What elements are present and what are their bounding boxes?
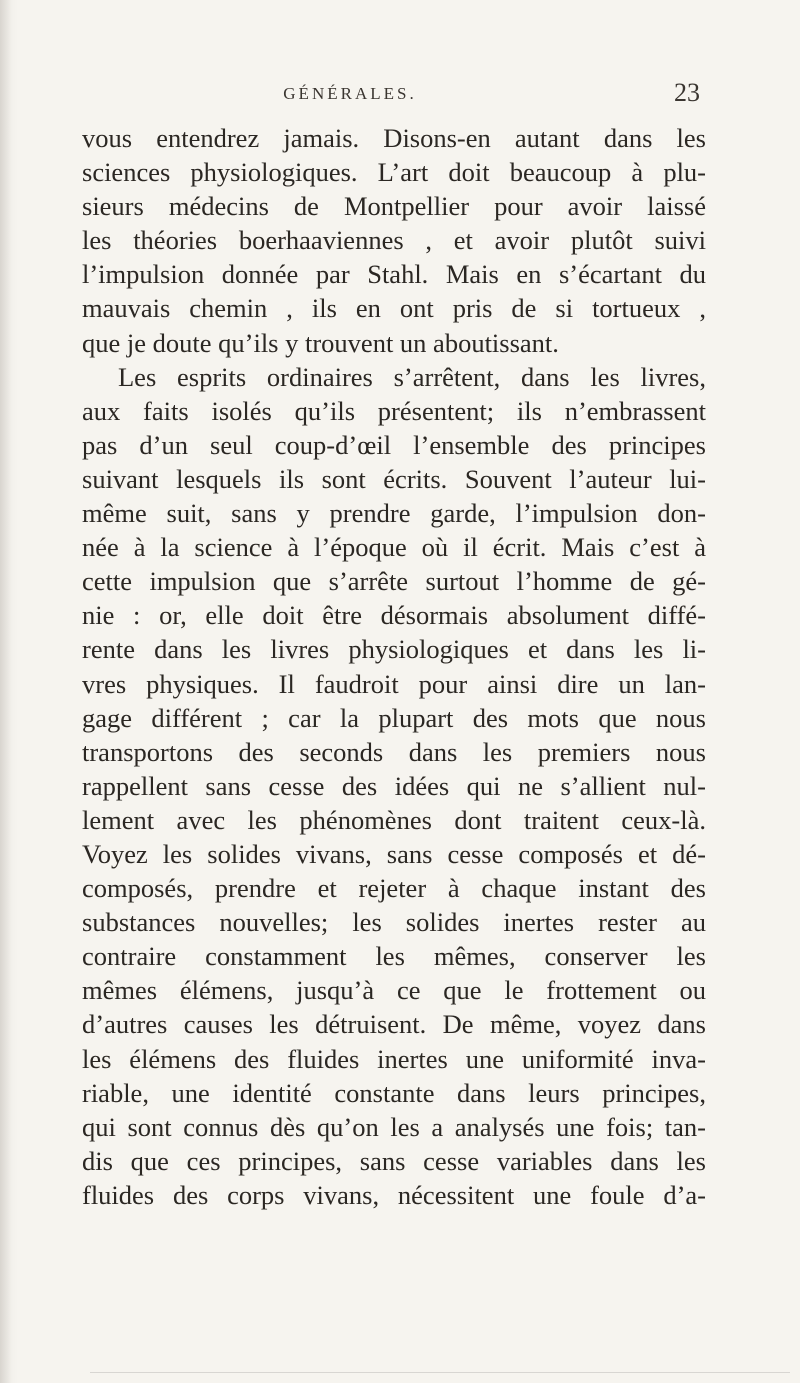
text-line: sieurs médecins de Montpellier pour avoir laissé — [82, 191, 706, 222]
text-line: rente dans les livres physiologiques et dans les li- — [82, 634, 706, 665]
text-line: vres physiques. Il faudroit pour ainsi dire un lan- — [82, 668, 706, 699]
text-line: composés, prendre et rejeter à chaque instant des — [82, 873, 706, 904]
body-text — [82, 121, 706, 1212]
text-line: même suit, sans y prendre garde, l’impulsion don- — [82, 498, 706, 529]
text-line: Les esprits ordinaires s’arrêtent, dans les livres, — [118, 361, 706, 392]
text-line: rappellent sans cesse des idées qui ne s’allient nul- — [82, 770, 706, 801]
text-line: nie : or, elle doit être désormais absolument diffé- — [82, 600, 706, 631]
text-line: l’impulsion donnée par Stahl. Mais en s’écartant du — [82, 259, 706, 290]
text-line: sciences physiologiques. L’art doit beaucoup à plu- — [82, 157, 706, 188]
running-head: GÉNÉRALES. — [283, 84, 417, 103]
text-line: mauvais chemin , ils en ont pris de si tortueux , — [82, 293, 706, 324]
text-line: dis que ces principes, sans cesse variables dans les — [82, 1145, 706, 1176]
page-number: 23 — [674, 78, 700, 107]
text-line: d’autres causes les détruisent. De même, voyez dans — [82, 1009, 706, 1040]
text-line: les élémens des fluides inertes une uniformité inva- — [82, 1043, 706, 1074]
text-line: suivant lesquels ils sont écrits. Souvent l’auteur lui- — [82, 463, 706, 494]
text-line: contraire constamment les mêmes, conserver les — [82, 941, 706, 972]
text-line: riable, une identité constante dans leurs principes, — [82, 1077, 706, 1108]
text-line: transportons des seconds dans les premiers nous — [82, 736, 706, 767]
text-line: vous entendrez jamais. Disons-en autant dans les — [82, 123, 706, 153]
page-edge-shadow — [0, 0, 12, 1383]
text-line: les théories boerhaaviennes , et avoir plutôt suivi — [82, 225, 706, 256]
text-line: née à la science à l’époque où il écrit. Mais c’est à — [82, 532, 706, 563]
page-bottom-edge — [90, 1372, 790, 1373]
text-line: aux faits isolés qu’ils présentent; ils n’embrassent — [82, 395, 706, 426]
text-line: gage différent ; car la plupart des mots que nous — [82, 702, 706, 733]
text-line: mêmes élémens, jusqu’à ce que le frottement ou — [82, 975, 706, 1006]
page-header — [100, 78, 700, 114]
text-line: qui sont connus dès qu’on les a analysés une fois; tan- — [82, 1111, 706, 1142]
text-line: lement avec les phénomènes dont traitent ceux-là. — [82, 804, 706, 835]
text-line: substances nouvelles; les solides inertes rester au — [82, 907, 706, 938]
text-line: Voyez les solides vivans, sans cesse composés et dé- — [82, 838, 706, 869]
text-line: cette impulsion que s’arrête surtout l’homme de gé- — [82, 566, 706, 597]
text-line: pas d’un seul coup-d’œil l’ensemble des principes — [82, 429, 706, 460]
text-line: que je doute qu’ils y trouvent un aboutissant. — [82, 327, 559, 358]
text-line: fluides des corps vivans, nécessitent une foule d’a- — [82, 1179, 706, 1210]
